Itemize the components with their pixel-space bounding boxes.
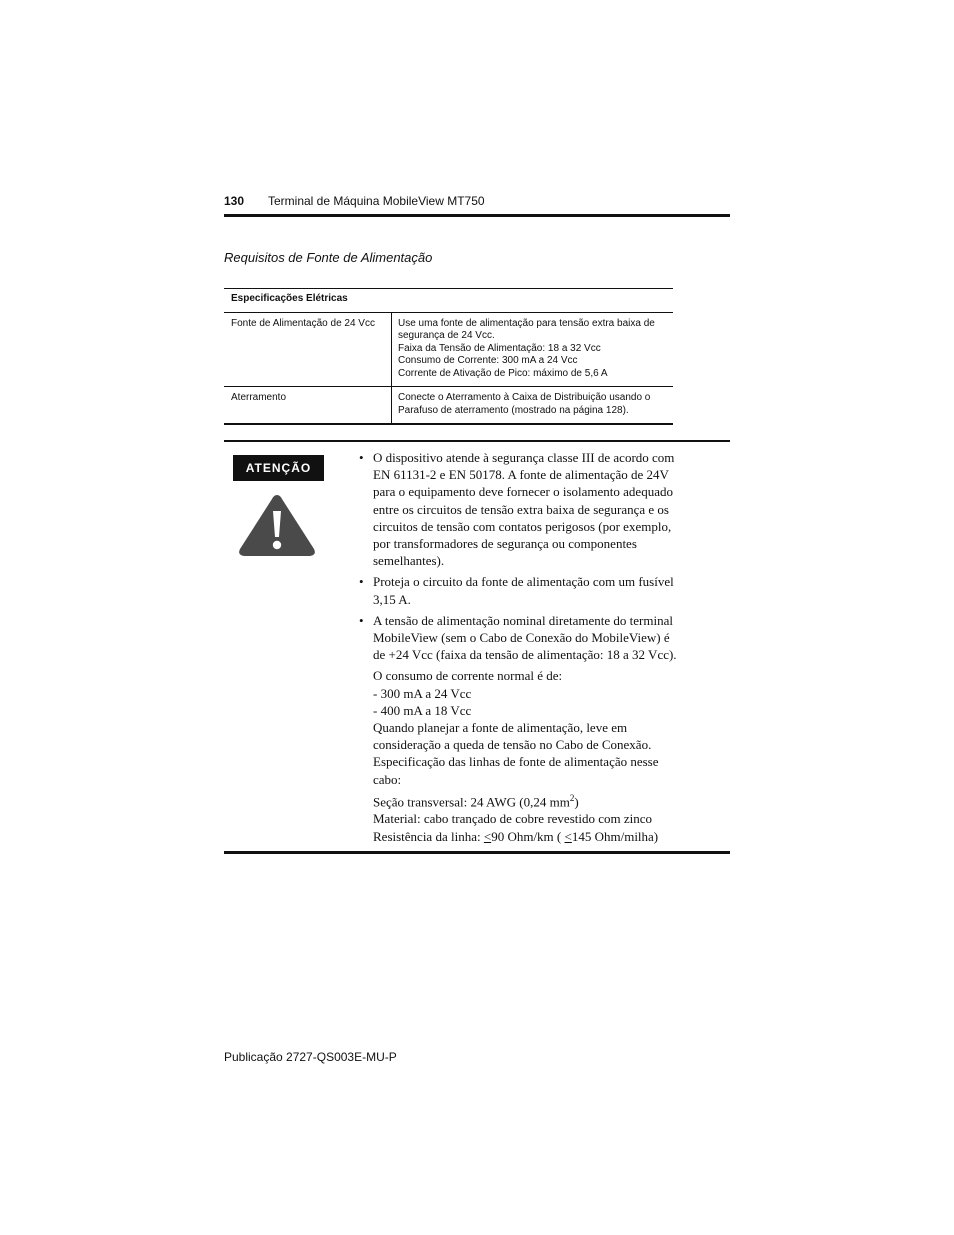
text-line: entre os circuitos de tensão extra baixa de segurança e os <box>373 501 669 517</box>
electrical-specs-table <box>224 288 673 425</box>
cross-section-line <box>373 790 730 811</box>
row-label: Aterramento <box>224 387 392 425</box>
text-fragment: 145 Ohm/milha) <box>571 828 659 844</box>
list-item <box>358 612 730 664</box>
text-line: - 300 mA a 24 Vcc <box>373 685 472 701</box>
text-line: circuitos de tensão com contatos perigosos (por exemplo, <box>373 518 672 534</box>
row-label: Fonte de Alimentação de 24 Vcc <box>224 312 392 387</box>
text-line: • O dispositivo atende à segurança classe III de acordo com <box>373 450 675 465</box>
row-value <box>392 387 674 425</box>
warning-triangle-icon <box>236 491 318 559</box>
table-header: Especificações Elétricas <box>231 293 348 304</box>
less-equal-symbol: < <box>483 828 492 844</box>
attention-bottom-rule <box>224 851 730 854</box>
superscript: 2 <box>569 792 575 803</box>
text-line: de +24 Vcc (faixa da tensão de alimentação: 18 a 32 Vcc). <box>373 647 677 663</box>
list-item-continuation <box>358 667 730 844</box>
text-fragment: ) <box>574 794 579 810</box>
material-line: Material: cabo trançado de cobre revestido com zinco <box>373 811 653 827</box>
attention-top-rule <box>224 440 730 442</box>
row-value-line: Parafuso de aterramento (mostrado na página 128). <box>398 404 629 416</box>
header-rule <box>224 214 730 217</box>
row-value-line: Faixa da Tensão de Alimentação: 18 a 32 Vcc <box>398 342 601 354</box>
row-value-line: segurança de 24 Vcc. <box>398 330 495 341</box>
text-line: EN 61131-2 e EN 50178. A fonte de alimentação de 24V <box>373 467 669 483</box>
row-value-line: Use uma fonte de alimentação para tensão extra baixa de <box>398 317 655 329</box>
page-number: 130 <box>224 194 245 208</box>
list-item <box>358 449 730 569</box>
text-line: - 400 mA a 18 Vcc <box>373 702 472 718</box>
text-fragment: Resistência da linha: <box>373 828 484 844</box>
table-header-row <box>224 289 673 313</box>
page-header <box>224 192 730 218</box>
list-item <box>358 573 730 607</box>
text-line: • Proteja o circuito da fonte de alimentação com um fusível <box>373 574 674 590</box>
text-line: • A tensão de alimentação nominal diretamente do terminal <box>373 612 673 628</box>
resistance-line <box>373 828 730 845</box>
attention-badge: ATENÇÃO <box>233 455 324 481</box>
publication-footer: Publicação 2727-QS003E-MU-P <box>224 1050 397 1064</box>
text-line: consideração a queda de tensão no Cabo de Conexão. <box>373 737 652 753</box>
row-value-line: Conecte o Aterramento à Caixa de Distribuição usando o <box>398 392 651 403</box>
text-line: Quando planejar a fonte de alimentação, leve em <box>373 720 628 736</box>
text-line: Especificação das linhas de fonte de alimentação nesse <box>373 754 659 770</box>
text-line: 3,15 A. <box>373 591 411 607</box>
text-line: cabo: <box>373 771 402 787</box>
running-title: Terminal de Máquina MobileView MT750 <box>268 194 485 208</box>
text-line: MobileView (sem o Cabo de Conexão do MobileView) é <box>373 630 670 646</box>
text-line: para o equipamento deve fornecer o isolamento adequado <box>373 484 673 500</box>
row-value <box>392 312 674 387</box>
table-row <box>224 312 673 387</box>
less-equal-symbol: < <box>564 828 572 844</box>
text-line: O consumo de corrente normal é de: <box>373 668 563 684</box>
attention-list <box>358 449 730 849</box>
row-value-line: Corrente de Ativação de Pico: máximo de 5,6 A <box>398 367 608 379</box>
row-value-line: Consumo de Corrente: 300 mA a 24 Vcc <box>398 355 578 366</box>
text-fragment: Seção transversal: 24 AWG (0,24 mm <box>373 794 570 810</box>
section-title: Requisitos de Fonte de Alimentação <box>224 250 433 265</box>
table-row <box>224 387 673 425</box>
text-line: por transformadores de segurança ou componentes <box>373 536 637 552</box>
text-line: semelhantes). <box>373 553 445 569</box>
text-fragment: 90 Ohm/km ( <box>491 828 565 844</box>
